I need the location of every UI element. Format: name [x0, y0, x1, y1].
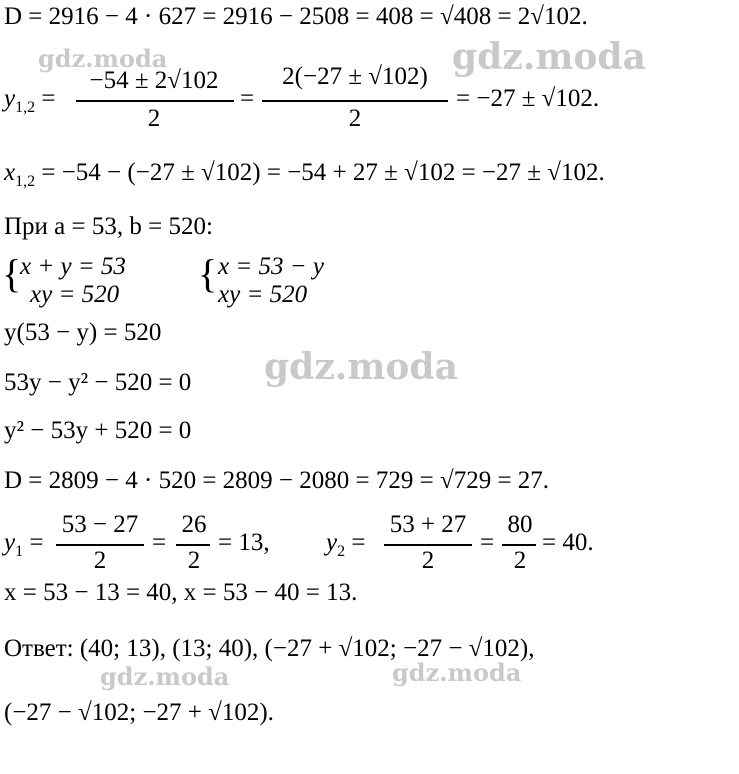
y1-var: y: [4, 529, 16, 556]
y2-var: y: [326, 529, 338, 556]
y2-denominator-1: 2: [421, 547, 435, 574]
y1-denominator-2: 2: [187, 547, 201, 574]
y2-equals-2: =: [480, 529, 495, 556]
y2-rhs: = 40.: [542, 529, 594, 556]
answer-line-2: (−27 − √102; −27 + √102).: [4, 699, 274, 726]
y1-equals-2: =: [152, 529, 167, 556]
equation-1: y(53 − y) = 520: [4, 319, 162, 346]
y1-numerator-1: 53 − 27: [61, 511, 139, 538]
y1-rhs: = 13,: [218, 529, 270, 556]
y12-lhs: [4, 84, 55, 123]
y12-denominator-1: 2: [147, 105, 161, 132]
x-values: x = 53 − 13 = 40, x = 53 − 40 = 13.: [4, 579, 358, 606]
y1-subscript: 1: [15, 543, 24, 560]
y1-equals: =: [29, 529, 44, 556]
watermark-4: gdz.moda: [100, 662, 230, 691]
given-values: При a = 53, b = 520:: [4, 213, 213, 240]
y1-denominator-1: 2: [93, 547, 107, 574]
x12-var: x: [4, 159, 16, 186]
y2-denominator-2: 2: [513, 547, 527, 574]
system-1-eq-a: x + y = 53: [20, 253, 126, 280]
answer-line-1: Ответ: (40; 13), (13; 40), (−27 + √102; −27 − √102),: [4, 635, 535, 662]
y1-lhs: [4, 528, 43, 567]
x12-subscript: 1,2: [15, 173, 36, 190]
y2-subscript: 2: [337, 543, 346, 560]
y12-rhs: = −27 ± √102.: [456, 85, 600, 112]
y12-subscript: 1,2: [15, 99, 36, 116]
y12-var: y: [4, 85, 16, 112]
watermark-1: gdz.moda: [38, 44, 168, 73]
y12-numerator-2: 2(−27 ± √102): [282, 63, 428, 90]
system-1-brace: {: [2, 251, 22, 296]
equation-3: y² − 53y + 520 = 0: [4, 417, 192, 444]
system-2-eq-a: x = 53 − y: [218, 253, 324, 280]
y2-numerator-1: 53 + 27: [389, 511, 467, 538]
watermark-5: gdz.moda: [392, 658, 522, 687]
y12-numerator-1: −54 ± 2√102: [89, 67, 219, 94]
y12-fraction-bar-2: [262, 100, 448, 102]
watermark-2: gdz.moda: [452, 36, 646, 78]
x12-line: [4, 158, 605, 197]
y2-numerator-2: 80: [507, 511, 533, 538]
y12-equals: =: [41, 85, 56, 112]
y12-denominator-2: 2: [348, 105, 362, 132]
system-1-eq-b: xy = 520: [30, 281, 120, 308]
discriminant-line-2: D = 2809 − 4 · 520 = 2809 − 2080 = 729 = √729 = 27.: [4, 467, 550, 494]
y12-fraction-bar-1: [76, 100, 234, 102]
system-2-brace: {: [198, 251, 218, 296]
y1-numerator-2: 26: [181, 511, 207, 538]
y2-equals: =: [351, 529, 366, 556]
y2-lhs: [326, 528, 365, 567]
y12-equals-2: =: [240, 85, 255, 112]
discriminant-line-1: D = 2916 − 4 · 627 = 2916 − 2508 = 408 = √408 = 2√102.: [4, 3, 588, 30]
x12-rest: = −54 − (−27 ± √102) = −54 + 27 ± √102 = −27 ± √102.: [35, 159, 605, 186]
system-2-eq-b: xy = 520: [218, 281, 308, 308]
watermark-3: gdz.moda: [264, 346, 458, 388]
equation-2: 53y − y² − 520 = 0: [4, 369, 192, 396]
